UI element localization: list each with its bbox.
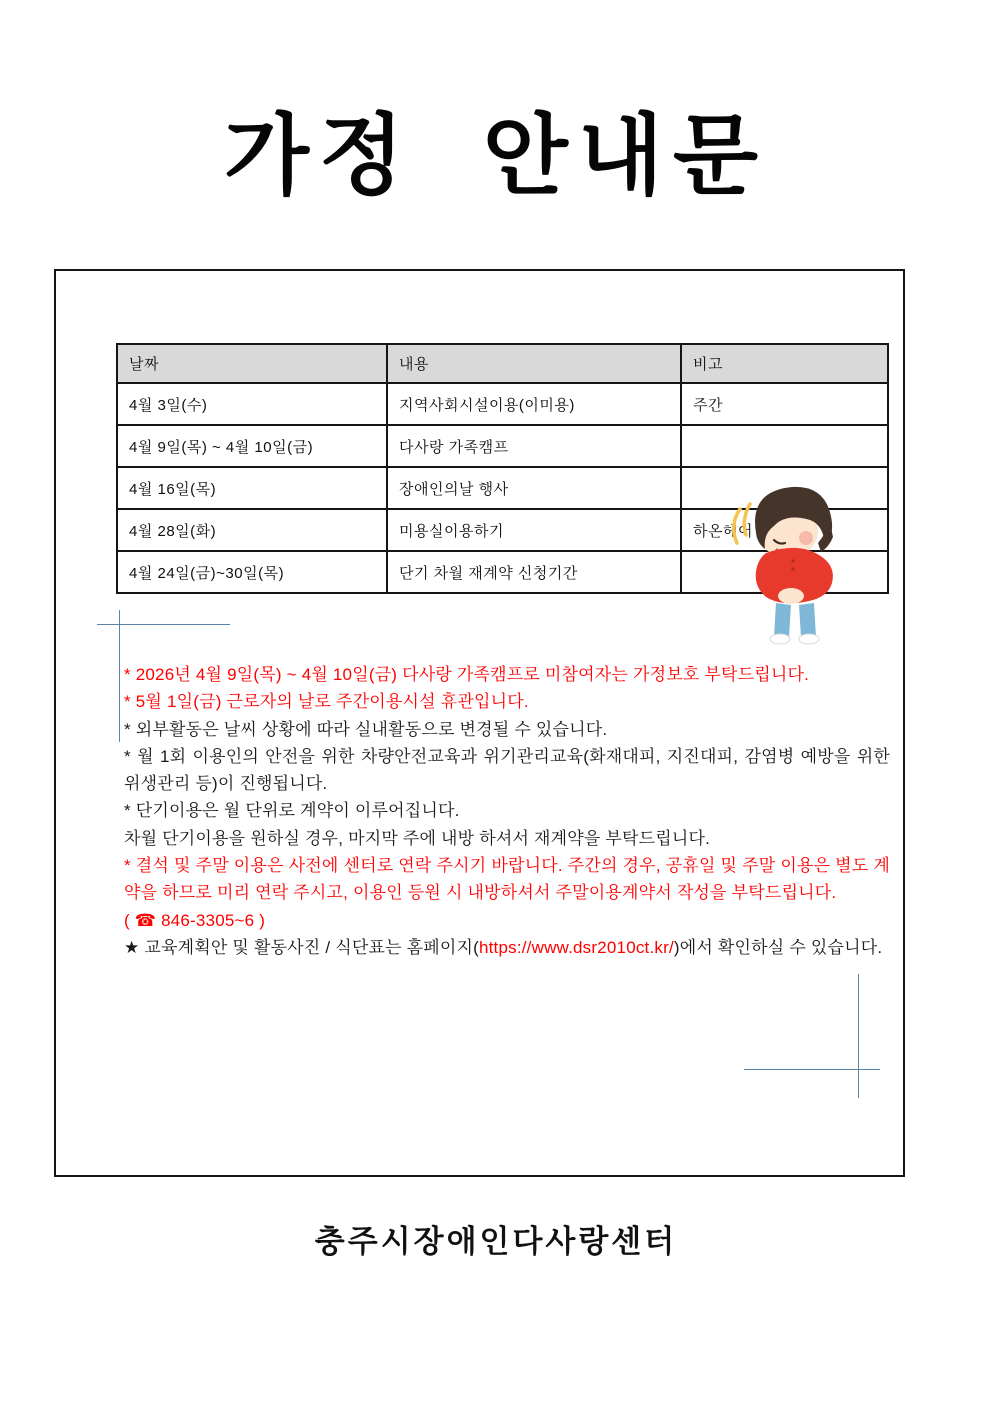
note-line: * 월 1회 이용인의 안전을 위한 차량안전교육과 위기관리교육(화재대피, 지진대피, 감염병 예방을 위한 위생관리 등)이 진행됩니다. [124, 746, 890, 794]
table-row [117, 425, 888, 467]
note-line: * 2026년 4월 9일(목) ~ 4월 10일(금) 다사랑 가족캠프로 미참여자는 가정보호 부탁드립니다. [124, 665, 810, 684]
notes-section [124, 661, 890, 961]
footer-org-name: 충주시장애인다사랑센터 [314, 1224, 678, 1259]
note-line: * 결석 및 주말 이용은 사전에 센터로 연락 주시기 바랍니다. 주간의 경우, 공휴일 및 주말 이용은 별도 계약을 하므로 미리 연락 주시고, 이용인 등원 시 내방하셔서 주말이용계약서 작성을 부탁드립니다. [124, 856, 890, 903]
phone-line: ( ☎ 846-3305~6 ) [124, 910, 266, 930]
page-title: 가정 안내문 [224, 106, 768, 205]
crop-mark-left-horizontal [97, 624, 230, 625]
cell-content: 다사랑 가족캠프 [387, 425, 681, 467]
note-line [124, 934, 890, 961]
cell-content: 장애인의날 행사 [387, 467, 681, 509]
cell-note: 주간 [681, 383, 888, 425]
crop-mark-left-vertical [119, 610, 120, 742]
cell-date: 4월 28일(화) [117, 509, 387, 551]
cell-note [681, 425, 888, 467]
cell-date: 4월 16일(목) [117, 467, 387, 509]
note-line: * 5월 1일(금) 근로자의 날로 주간이용시설 휴관입니다. [124, 692, 529, 712]
table-row [117, 383, 888, 425]
motion-lines-icon [734, 504, 750, 543]
cell-date: 4월 3일(수) [117, 383, 387, 425]
table-header-row [117, 344, 888, 383]
col-header-content: 내용 [387, 344, 681, 383]
cell-note: 하온헤어 [681, 509, 888, 551]
cell-content: 단기 차월 재계약 신청기간 [387, 551, 681, 593]
cell-date: 4월 9일(목) ~ 4월 10일(금) [117, 425, 387, 467]
note-line: 차월 단기이용을 원하실 경우, 마지막 주에 내방 하셔서 재계약을 부탁드립니다. [124, 828, 711, 848]
col-header-date: 날짜 [117, 344, 387, 383]
homepage-url: https://www.dsr2010ct.kr/ [478, 937, 674, 957]
notice-box [54, 269, 905, 1177]
cell-content: 미용실이용하기 [387, 509, 681, 551]
note-line: * 외부활동은 날씨 상황에 따라 실내활동으로 변경될 수 있습니다. [124, 719, 608, 739]
cell-content: 지역사회시설이용(이미용) [387, 383, 681, 425]
note-line: * 단기이용은 월 단위로 계약이 이루어집니다. [124, 801, 460, 821]
crop-mark-right-horizontal [744, 1069, 880, 1070]
bowing-boy-illustration [722, 477, 860, 647]
col-header-note: 비고 [681, 344, 888, 383]
homepage-note-prefix: ★ 교육계획안 및 활동사진 / 식단표는 홈페이지( [124, 937, 479, 957]
homepage-note-suffix: )에서 확인하실 수 있습니다. [673, 937, 883, 957]
cell-date: 4월 24일(금)~30일(목) [117, 551, 387, 593]
crop-mark-right-vertical [858, 974, 859, 1098]
